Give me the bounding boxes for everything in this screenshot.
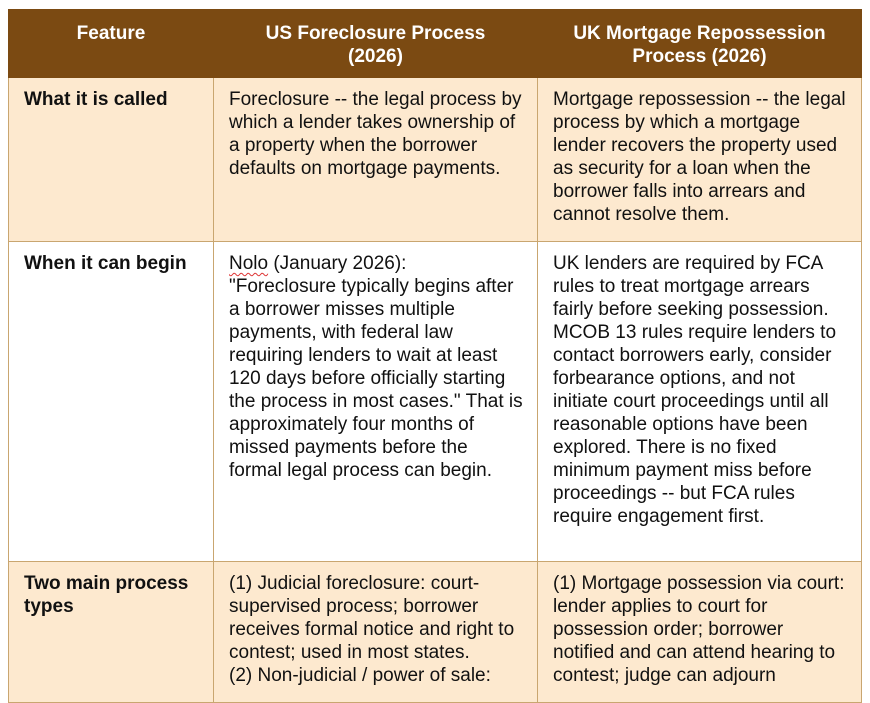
- row-us-cell: Nolo (January 2026): "Foreclosure typically begins after a borrower misses multiple payments, with federal law requiring lenders to wait at least 120 days before officially starting the process in most cases." That is approximately four months of missed payments before the formal legal process can begin.: [214, 242, 538, 562]
- header-feature: Feature: [9, 10, 214, 78]
- row-uk-cell: (1) Mortgage possession via court: lender applies to court for possession order; borrower notified and can attend hearing to contest; judge can adjourn: [538, 562, 862, 703]
- row-uk-cell: Mortgage repossession -- the legal process by which a mortgage lender recovers the property used as security for a loan when the borrower falls into arrears and cannot resolve them.: [538, 78, 862, 242]
- spellcheck-word: Nolo: [229, 253, 269, 274]
- table-row: [9, 562, 862, 703]
- row-us-cell: (1) Judicial foreclosure: court-supervised process; borrower receives formal notice and right to contest; used in most states. (2) Non-judicial / power of sale:: [214, 562, 538, 703]
- row-us-cell: Foreclosure -- the legal process by which a lender takes ownership of a property when the borrower defaults on mortgage payments.: [214, 78, 538, 242]
- row-feature-label: Two main process types: [9, 562, 214, 703]
- row-feature-label: What it is called: [9, 78, 214, 242]
- header-us-foreclosure: US Foreclosure Process (2026): [214, 10, 538, 78]
- row-uk-cell: UK lenders are required by FCA rules to treat mortgage arrears fairly before seeking possession. MCOB 13 rules require lenders to contact borrowers early, consider forbearance options, and not initiate court proceedings until all reasonable options have been explored. There is no fixed minimum payment miss before proceedings -- but FCA rules require engagement first.: [538, 242, 862, 562]
- header-row: [9, 10, 862, 78]
- row-feature-label: When it can begin: [9, 242, 214, 562]
- header-uk-repossession: UK Mortgage Repossession Process (2026): [538, 10, 862, 78]
- table-row: [9, 78, 862, 242]
- table-row: [9, 242, 862, 562]
- comparison-table: [8, 9, 862, 703]
